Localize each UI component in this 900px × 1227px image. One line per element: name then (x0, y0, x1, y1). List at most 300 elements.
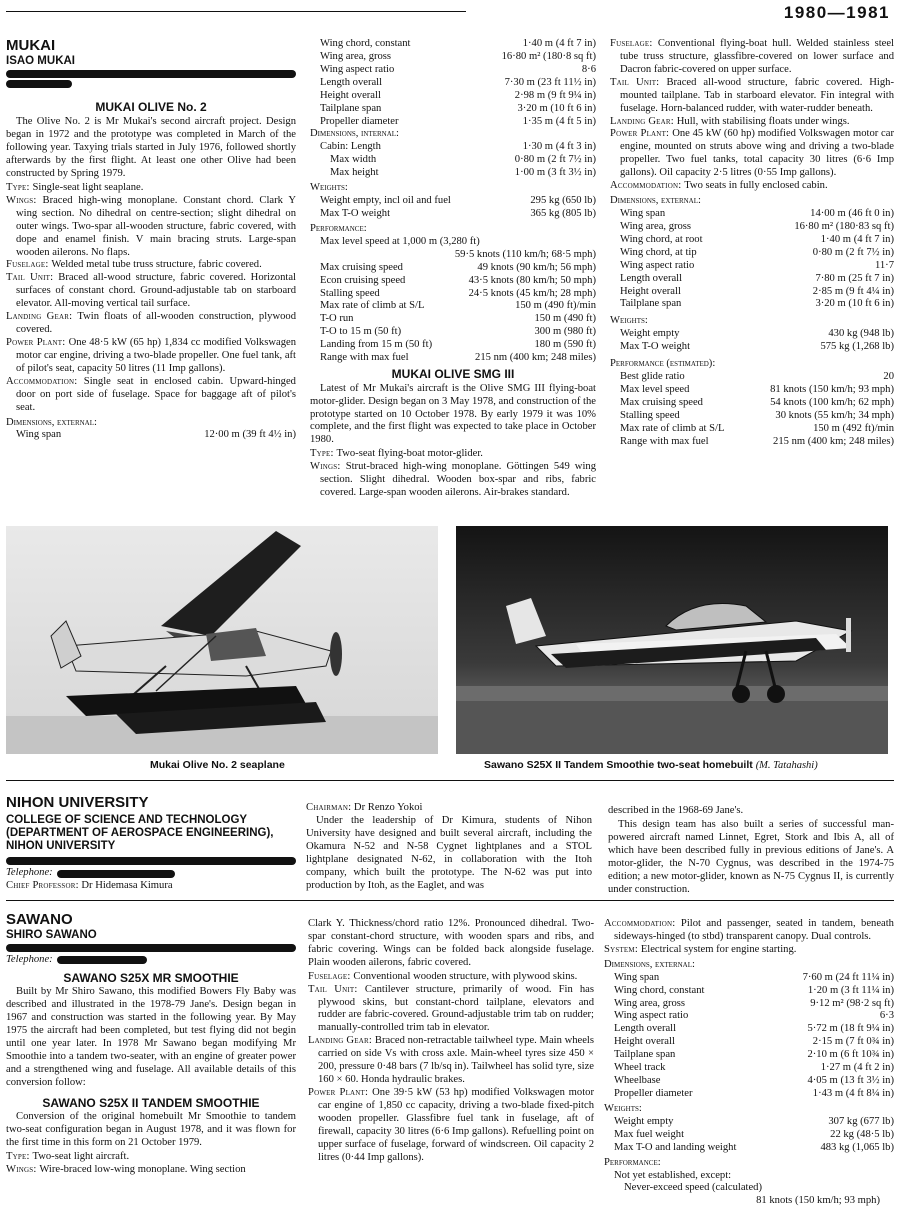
spec-row (604, 1010, 894, 1023)
spec-key: Max cruising speed (320, 261, 403, 273)
dims-int-label: Dimensions, internal: (310, 128, 399, 140)
nihon-para-1: Under the leadership of Dr Kimura, students of Nihon University have designed and built several aircraft, including the Okamura N-52 and N-58 Cygnet lightplanes and a STOL lightplane designated N-62, in collaboration with the Itoh company, which built the prototype. The N-62 was put into production by Itoh, as the Eaglet, and was (306, 814, 592, 891)
chairman-label: Chairman: (306, 802, 352, 813)
smg-specs (310, 448, 596, 500)
spec-key: Max cruising speed (620, 396, 703, 408)
spec-value: 0·80 m (2 ft 7½ in) (812, 246, 894, 258)
spec-label: Accommodation: (610, 180, 685, 192)
spec-label: Fuselage: (308, 970, 354, 982)
telephone-label: Telephone: (6, 953, 53, 965)
spec-key: Max rate of climb at S/L (620, 422, 725, 434)
olive2-specs (6, 182, 296, 415)
smg-weights (610, 328, 894, 354)
nihon-para-3: This design team has also built a series of successful man-powered aircraft named Linnet, Egret, Stork and Ibis A, all of which have been described fully in previous editions of Jane's. A motor-glider, the N-70 Cygnus, was described in the 1974-75 edition; a new motor-glider, known as N-75 Cygnus II, is currently under construction. (608, 818, 894, 895)
sawano-column-3 (604, 918, 894, 1208)
spec-value: 0·80 m (2 ft 7½ in) (514, 154, 596, 166)
photo-sawano-s25x (456, 526, 888, 754)
smg-intro: Latest of Mr Mukai's aircraft is the Olive SMG III flying-boat motor-glider. Design began on 3 May 1978, and construction of the prototype started on 10 October 1978. By early 1979 it was 10% complete, and the first flight was expected to take place in October 1980. (310, 382, 596, 446)
sawano-dims (604, 972, 894, 1101)
spec-row (310, 167, 596, 180)
smg-dims (610, 208, 894, 311)
spec-label: Type: (6, 181, 33, 193)
perf-line: 81 knots (150 km/h; 93 mph) (756, 1195, 880, 1207)
spec-row (610, 247, 894, 260)
spec-label: Type: (310, 448, 337, 460)
spec-row (610, 260, 894, 273)
homebuilt-illustration (456, 526, 888, 754)
spec-row (310, 64, 596, 77)
perf-line: 59·5 knots (110 km/h; 68·5 mph) (454, 248, 596, 260)
spec-paragraph (610, 180, 894, 193)
spec-key: Wing aspect ratio (620, 259, 695, 271)
spec-key: Max rate of climb at S/L (320, 300, 425, 312)
spec-key: Wheel track (614, 1062, 666, 1074)
spec-value: 6·3 (879, 1010, 894, 1022)
spec-label: Fuselage: (6, 259, 52, 271)
nihon-chief (6, 880, 296, 893)
spec-value: 12·00 m (39 ft 4½ in) (204, 429, 296, 441)
spec-row (310, 313, 596, 326)
page-year: 1980—1981 (783, 3, 890, 22)
spec-value: 43·5 knots (80 km/h; 50 mph) (468, 274, 596, 286)
spec-row (604, 972, 894, 985)
spec-value: 1·00 m (3 ft 3½ in) (514, 167, 596, 179)
spec-text: Strut-braced high-wing monoplane. Göttingen 549 wing section. Slight dihedral. Wooden box-spar and ribs, fabric covered. Large-span wooden ailerons. Air-brakes standard. (320, 461, 596, 499)
spec-text: Braced all-wood structure, fabric covered. Horizontal surfaces of constant chord. Ground-adjustable tab on starboard elevator. All-moving vertical tail surface. (16, 272, 296, 310)
spec-value: 81 knots (150 km/h; 93 mph) (770, 383, 894, 395)
spec-value: 2·85 m (9 ft 4¼ in) (812, 285, 894, 297)
spec-key: Wing chord, at root (620, 233, 703, 245)
spec-key: Wing span (620, 207, 666, 219)
chief-name: Dr Hidemasa Kimura (81, 880, 173, 892)
spec-row (604, 998, 894, 1011)
spec-value: 1·43 m (4 ft 8¼ in) (812, 1087, 894, 1099)
spec-row (604, 1116, 894, 1129)
spec-key: Tailplane span (320, 102, 382, 114)
spec-text: Single-seat light seaplane. (32, 181, 144, 193)
spec-key: Tailplane span (614, 1049, 676, 1061)
spec-row (310, 195, 596, 208)
spec-text: Braced high-wing monoplane. Constant chord. Clark Y wing section. No dihedral on centre-section; slight dihedral on outer wings. Two-spar all-wooden structure, fabric covered, with dope and enamel finish. V main bracing struts. Large-span wooden ailerons. No flaps. (16, 194, 297, 258)
olive2-perf (310, 262, 596, 365)
nihon-column-1 (6, 795, 296, 893)
aircraft-title-mr-smoothie: SAWANO S25X MR SMOOTHIE (63, 970, 239, 985)
spec-label: Accommodation: (6, 375, 84, 387)
spec-value: 7·30 m (23 ft 11½ in) (504, 76, 596, 88)
spec-value: 150 m (490 ft)/min (515, 300, 596, 312)
spec-paragraph (308, 971, 594, 984)
spec-label: Landing Gear: (308, 1035, 375, 1047)
spec-value: 5·72 m (18 ft 9¼ in) (807, 1023, 894, 1035)
spec-paragraph (6, 259, 296, 272)
spec-key: Wheelbase (614, 1075, 661, 1087)
section-rule (6, 900, 894, 901)
spec-row (310, 326, 596, 339)
nihon-subheading: COLLEGE OF SCIENCE AND TECHNOLOGY (DEPARTMENT OF AEROSPACE ENGINEERING), NIHON UNIVERSITY (6, 813, 274, 852)
spec-paragraph (604, 944, 894, 957)
spec-value: 215 nm (400 km; 248 miles) (773, 435, 894, 447)
spec-value: 4·05 m (13 ft 3½ in) (807, 1075, 894, 1087)
spec-value: 22 kg (48·5 lb) (830, 1128, 894, 1140)
spec-text: One 48·5 kW (65 hp) 1,834 cc modified Volkswagen motor car engine, driving a two-blade propeller. One fuel tank, aft of pilot's seat, capacity 50 litres (11 Imp gallons). (16, 337, 296, 374)
spec-value: 16·80 m² (180·83 sq ft) (794, 220, 894, 232)
spec-value: 307 kg (677 lb) (828, 1115, 894, 1127)
spec-row (610, 221, 894, 234)
spec-key: Econ cruising speed (320, 274, 406, 286)
spec-row (610, 208, 894, 221)
chief-label: Chief Professor: (6, 880, 79, 892)
spec-row (310, 262, 596, 275)
spec-label: Landing Gear: (6, 311, 78, 323)
sawano-telephone (6, 954, 296, 967)
spec-text: Pilot and passenger, seated in tandem, beneath sideways-hinged (to stbd) transparent canopy. Dual controls. (614, 918, 894, 942)
spec-row-wing-span (6, 429, 296, 442)
spec-key: Wing aspect ratio (614, 1010, 689, 1022)
spec-paragraph (6, 182, 296, 195)
spec-row (610, 397, 894, 410)
spec-paragraph (6, 311, 296, 337)
spec-key: Weight empty (620, 328, 680, 340)
spec-key: Landing from 15 m (50 ft) (320, 339, 433, 351)
spec-value: 9·12 m² (98·2 sq ft) (810, 997, 894, 1009)
spec-text: Electrical system for engine starting. (640, 943, 797, 955)
spec-text: Conventional flying-boat hull. Welded stainless steel tube truss structure, glassfibre-covered on lower surface and Dacron fabric-covered on upper surface. (620, 38, 894, 75)
spec-key: Length overall (320, 76, 383, 88)
spec-key: Wing chord, at tip (620, 246, 697, 258)
tandem-intro: Conversion of the original homebuilt Mr Smoothie to tandem two-seat configuration began in August 1978, and it was flown for the first time in this form on 21 October 1979. (6, 1111, 296, 1149)
spec-paragraph (610, 116, 894, 129)
org-heading-nihon: NIHON UNIVERSITY (6, 794, 149, 811)
aircraft-title-smg: MUKAI OLIVE SMG III (391, 367, 515, 382)
spec-text: One 39·5 kW (53 hp) modified Volkswagen motor car engine of 1,850 cc capacity, driving a two-blade fixed-pitch wooden propeller. Glassfibre fuel tank in fuselage, aft of firewall, capacity 30 litres (6·6 Imp gallons). Refuelling point on upper surface of fuselage, forward of windscreen. Oil capacity 2 litres (0·44 Imp gallons). (318, 1086, 594, 1163)
spec-row (610, 328, 894, 341)
spec-value: 16·80 m² (180·8 sq ft) (501, 50, 596, 62)
spec-row (604, 1062, 894, 1075)
sawano-column-1 (6, 912, 296, 1177)
spec-key: Length overall (620, 272, 683, 284)
spec-key: Height overall (620, 285, 681, 297)
spec-text: Conventional wooden structure, with plywood skins. (353, 970, 578, 982)
spec-text: Hull, with stabilising floats under wings. (676, 115, 850, 127)
spec-text: Single seat in enclosed cabin. Upward-hinged door on port side of fuselage. Space for baggage aft of pilot's seat. (16, 375, 296, 413)
spec-row (610, 298, 894, 311)
top-rule (6, 11, 466, 12)
spec-row (610, 410, 894, 423)
spec-key: Best glide ratio (620, 371, 685, 383)
mukai-column-2 (310, 38, 596, 500)
perf-label: Performance (estimated): (610, 358, 716, 370)
spec-label: Power Plant: (6, 337, 69, 349)
spec-row (610, 423, 894, 436)
spec-row (310, 90, 596, 103)
olive2-dims (310, 38, 596, 128)
spec-key: Max T-O weight (620, 341, 691, 353)
spec-text: Welded metal tube truss structure, fabric covered. (51, 259, 262, 271)
spec-paragraph (308, 984, 594, 1036)
spec-value: 2·98 m (9 ft 9¼ in) (514, 89, 596, 101)
sawano-weights (604, 1116, 894, 1155)
spec-key: Wing chord, constant (614, 984, 705, 996)
spec-value: 49 knots (90 km/h; 56 mph) (477, 261, 596, 273)
redaction-bar (6, 944, 296, 952)
spec-key: Length overall (614, 1023, 677, 1035)
spec-key: Wing chord, constant (320, 38, 411, 49)
spec-value: 24·5 knots (45 km/h; 28 mph) (468, 287, 596, 299)
spec-label: Tail Unit: (6, 272, 59, 284)
spec-key: Weight empty (614, 1115, 674, 1127)
sawano-column-2 (308, 918, 594, 1165)
spec-value: 2·10 m (6 ft 10¾ in) (807, 1049, 894, 1061)
spec-row (310, 116, 596, 129)
spec-row (310, 141, 596, 154)
photo-mukai-olive2 (6, 526, 438, 754)
spec-value: 150 m (490 ft) (534, 313, 596, 325)
spec-value: 7·80 m (25 ft 7 in) (815, 272, 894, 284)
spec-text: Cantilever structure, primarily of wood. Fin has plywood skins, but constant-chord tailplane, elevators and rudder are fabric-covered. Ground-adjustable trim tab on rudder; manually-controlled trim tab in elevator. (318, 983, 594, 1034)
tandem-specs (6, 1151, 296, 1177)
spec-value: 575 kg (1,268 lb) (820, 341, 894, 353)
caption-credit: (M. Tatahashi) (755, 760, 818, 771)
spec-label: Fuselage: (610, 38, 658, 49)
perf-line: Never-exceed speed (calculated) (624, 1182, 763, 1194)
spec-key: Wing aspect ratio (320, 63, 395, 75)
spec-row (604, 1036, 894, 1049)
spec-row (610, 234, 894, 247)
chairman-name: Dr Renzo Yokoi (353, 802, 423, 813)
spec-text: Braced non-retractable tailwheel type. Main wheels carried on side Vs with cross axle. Main-wheel tyres size 450 × 200, pressure 0·48 bars (7 lb/sq in). Tailwheel has solid tyre, size 160 × 60. Honda hydraulic brakes. (318, 1035, 595, 1086)
spec-row (610, 341, 894, 354)
spec-value: 7·60 m (24 ft 11¼ in) (802, 971, 894, 983)
spec-label: Wings: (6, 1163, 40, 1175)
spec-row (310, 208, 596, 221)
spec-row (604, 1023, 894, 1036)
spec-value: 1·40 m (4 ft 7 in) (820, 233, 894, 245)
spec-row (610, 286, 894, 299)
spec-paragraph (6, 337, 296, 376)
spec-value: 14·00 m (46 ft 0 in) (810, 207, 894, 219)
spec-label: Tail Unit: (308, 983, 365, 995)
spec-value: 365 kg (805 lb) (530, 207, 596, 219)
redaction-bar (57, 956, 147, 964)
spec-key: Max level speed (620, 383, 690, 395)
spec-key: Stalling speed (620, 409, 680, 421)
spec-text: One 45 kW (60 hp) modified Volkswagen motor car engine, mounted on struts above wing and driving a two-blade propeller. Two fuel tanks, total capacity 30 litres (6·6 Imp gallons). Oil capacity 2·5 litres (0·55 Imp gallons). (620, 128, 894, 179)
spec-row (604, 1088, 894, 1101)
spec-row (310, 288, 596, 301)
spec-key: Height overall (320, 89, 381, 101)
nihon-telephone (6, 867, 296, 880)
spec-text: Wire-braced low-wing monoplane. Wing section (39, 1163, 246, 1175)
weights-label: Weights: (610, 315, 648, 327)
spec-key: Propeller diameter (320, 115, 399, 127)
spec-paragraph (6, 195, 296, 260)
redaction-bar (6, 80, 72, 88)
spec-paragraph (310, 448, 596, 461)
nihon-chairman (306, 802, 592, 815)
spec-value: 300 m (980 ft) (534, 326, 596, 338)
spec-value: 1·27 m (4 ft 2 in) (820, 1062, 894, 1074)
spec-paragraph (6, 1151, 296, 1164)
spec-value: 215 nm (400 km; 248 miles) (475, 352, 596, 364)
person-heading-sawano: SHIRO SAWANO (6, 928, 97, 941)
spec-text: Two-seat flying-boat motor-glider. (336, 448, 483, 460)
spec-label: Wings: (6, 194, 43, 206)
spec-key: Range with max fuel (620, 435, 709, 447)
spec-value: 3·20 m (10 ft 6 in) (815, 298, 894, 310)
spec-row (604, 1049, 894, 1062)
spec-key: Wing area, gross (320, 50, 392, 62)
spec-key: Max fuel weight (614, 1128, 685, 1140)
spec-key: Weight empty, incl oil and fuel (320, 195, 451, 207)
spec-label: Power Plant: (610, 128, 673, 140)
spec-value: 483 kg (1,065 lb) (820, 1141, 894, 1153)
spec-key: Height overall (614, 1036, 675, 1048)
person-heading-mukai: ISAO MUKAI (6, 54, 75, 67)
spec-value: 1·40 m (4 ft 7 in) (522, 38, 596, 49)
spec-key: T-O run (320, 313, 354, 325)
sawano-right-specs (604, 918, 894, 957)
spec-label: Type: (6, 1151, 33, 1163)
caption-olive2: Mukai Olive No. 2 seaplane (150, 759, 285, 771)
nihon-column-2 (306, 802, 592, 893)
spec-paragraph (308, 1035, 594, 1087)
spec-text: Two seats in fully enclosed cabin. (684, 180, 828, 192)
spec-row (310, 275, 596, 288)
spec-label: Power Plant: (308, 1086, 373, 1098)
caption-sawano (484, 759, 818, 773)
perf-line: Max level speed at 1,000 m (3,280 ft) (320, 235, 480, 247)
redaction-bar (57, 870, 175, 878)
spec-key: Wing area, gross (620, 220, 692, 232)
spec-row (604, 1129, 894, 1142)
spec-paragraph (6, 272, 296, 311)
wings-continued: Clark Y. Thickness/chord ratio 12%. Pronounced dihedral. Two-spar constant-chord structure, with wooden spars and ribs, and fabric covering. Wings can be folded back alongside fuselage. Plain wooden ailerons, fabric covered. (308, 918, 594, 968)
telephone-label: Telephone: (6, 867, 53, 879)
spec-value: 1·35 m (4 ft 5 in) (522, 115, 596, 127)
smg-perf (610, 371, 894, 449)
spec-key: Max width (330, 154, 377, 166)
spec-paragraph (610, 38, 894, 77)
spec-row (610, 371, 894, 384)
spec-row (604, 1075, 894, 1088)
aircraft-title-olive2: MUKAI OLIVE No. 2 (95, 99, 207, 114)
spec-row (310, 51, 596, 64)
spec-key: Tailplane span (620, 298, 682, 310)
spec-value: 20 (883, 371, 894, 383)
nihon-column-3 (608, 805, 894, 897)
perf-line: Not yet established, except: (614, 1169, 732, 1181)
seaplane-illustration (6, 526, 438, 754)
weights-label: Weights: (310, 182, 348, 194)
section-rule (6, 780, 894, 781)
dims-ext-label: Dimensions, external: (604, 958, 695, 970)
spec-value: 295 kg (650 lb) (530, 195, 596, 207)
nihon-para-2: described in the 1968-69 Jane's. (608, 805, 744, 816)
spec-row (610, 436, 894, 449)
spec-paragraph (610, 77, 894, 116)
spec-row (610, 384, 894, 397)
spec-value: 30 knots (55 km/h; 34 mph) (775, 409, 894, 421)
spec-text: Twin floats of all-wooden construction, plywood covered. (16, 311, 296, 336)
dims-ext-label: Dimensions, external: (6, 416, 97, 428)
mr-smoothie-intro: Built by Mr Shiro Sawano, this modified Bowers Fly Baby was described and illustrated in the 1978-79 Jane's. Design began in 1967 and construction was started in the following year. By May 1975 the aircraft had been completed, but test flying did not begin until one year later. In 1978 Mr Sawano began modifying Mr Smoothie into a tandem two-seater, with an engine of greater power and a strengthened wing and fuselage. All available details of this conversion follow: (6, 986, 296, 1088)
spec-key: Max T-O and landing weight (614, 1141, 737, 1153)
perf-label: Performance: (310, 222, 367, 234)
org-heading-mukai: MUKAI (6, 37, 56, 54)
spec-value: 3·20 m (10 ft 6 in) (517, 102, 596, 114)
spec-value: 2·15 m (7 ft 0¾ in) (812, 1036, 894, 1048)
spec-key: Max height (330, 167, 379, 179)
spec-row (604, 985, 894, 998)
spec-value: 8·6 (581, 63, 596, 75)
redaction-bar (6, 857, 296, 865)
spec-row (310, 103, 596, 116)
spec-value: 1·30 m (4 ft 3 in) (522, 141, 596, 153)
spec-row (310, 77, 596, 90)
spec-label: Landing Gear: (610, 115, 677, 127)
spec-value: 1·20 m (3 ft 11¼ in) (807, 984, 894, 996)
spec-row (604, 1142, 894, 1155)
caption-sawano-text: Sawano S25X II Tandem Smoothie two-seat homebuilt (484, 759, 753, 771)
spec-key: Stalling speed (320, 287, 380, 299)
mukai-column-1 (6, 38, 296, 442)
spec-key: Range with max fuel (320, 352, 409, 364)
spec-row (310, 352, 596, 365)
dims-ext-label: Dimensions, external: (610, 195, 701, 207)
smg-specs-2 (610, 38, 894, 193)
spec-value: 150 m (492 ft)/min (813, 422, 894, 434)
weights-label: Weights: (604, 1102, 642, 1114)
spec-value: 430 kg (948 lb) (828, 328, 894, 340)
spec-paragraph (610, 128, 894, 180)
olive2-intro: The Olive No. 2 is Mr Mukai's second aircraft project. Design began in 1972 and the prototype was completed in March of the following year. Taxying trials started in July 1976, followed shortly afterwards by the first flight. At least one other Olive had been constructed by Spring 1979. (6, 116, 296, 180)
spec-text: Two-seat light aircraft. (32, 1151, 130, 1163)
spec-label: System: (604, 943, 641, 955)
spec-value: 54 knots (100 km/h; 62 mph) (770, 396, 894, 408)
spec-value: 180 m (590 ft) (534, 339, 596, 351)
spec-key: Wing span (614, 971, 660, 983)
spec-paragraph (310, 461, 596, 500)
spec-row (610, 273, 894, 286)
spec-value: 11·7 (874, 259, 894, 271)
spec-label: Tail Unit: (610, 76, 667, 88)
aircraft-title-tandem: SAWANO S25X II TANDEM SMOOTHIE (42, 1095, 260, 1110)
spec-paragraph (6, 1164, 296, 1177)
spec-key: Propeller diameter (614, 1087, 693, 1099)
spec-row (310, 339, 596, 352)
spec-paragraph (308, 1087, 594, 1165)
spec-text: Braced all-wood structure, fabric covered. High-mounted tailplane. Tab in starboard elevator. Fin integral with fuselage. Horn-balanced rudder, with water-rudder beneath. (620, 76, 894, 114)
spec-label: Accommodation: (604, 918, 681, 929)
spec-row (310, 154, 596, 167)
org-heading-sawano: SAWANO (6, 911, 73, 928)
spec-key: T-O to 15 m (50 ft) (320, 326, 402, 338)
sawano-mid-specs (308, 971, 594, 1165)
spec-row (310, 300, 596, 313)
spec-key: Wing area, gross (614, 997, 686, 1009)
spec-row (310, 38, 596, 51)
spec-label: Wings: (310, 461, 346, 473)
olive2-cabin (310, 141, 596, 180)
spec-key: Wing span (16, 429, 62, 441)
spec-key: Cabin: Length (320, 141, 381, 153)
spec-key: Max T-O weight (320, 207, 391, 219)
spec-paragraph (604, 918, 894, 944)
mukai-column-3 (610, 38, 894, 449)
perf-label: Performance: (604, 1156, 661, 1168)
spec-paragraph (6, 376, 296, 415)
olive2-weights (310, 195, 596, 221)
